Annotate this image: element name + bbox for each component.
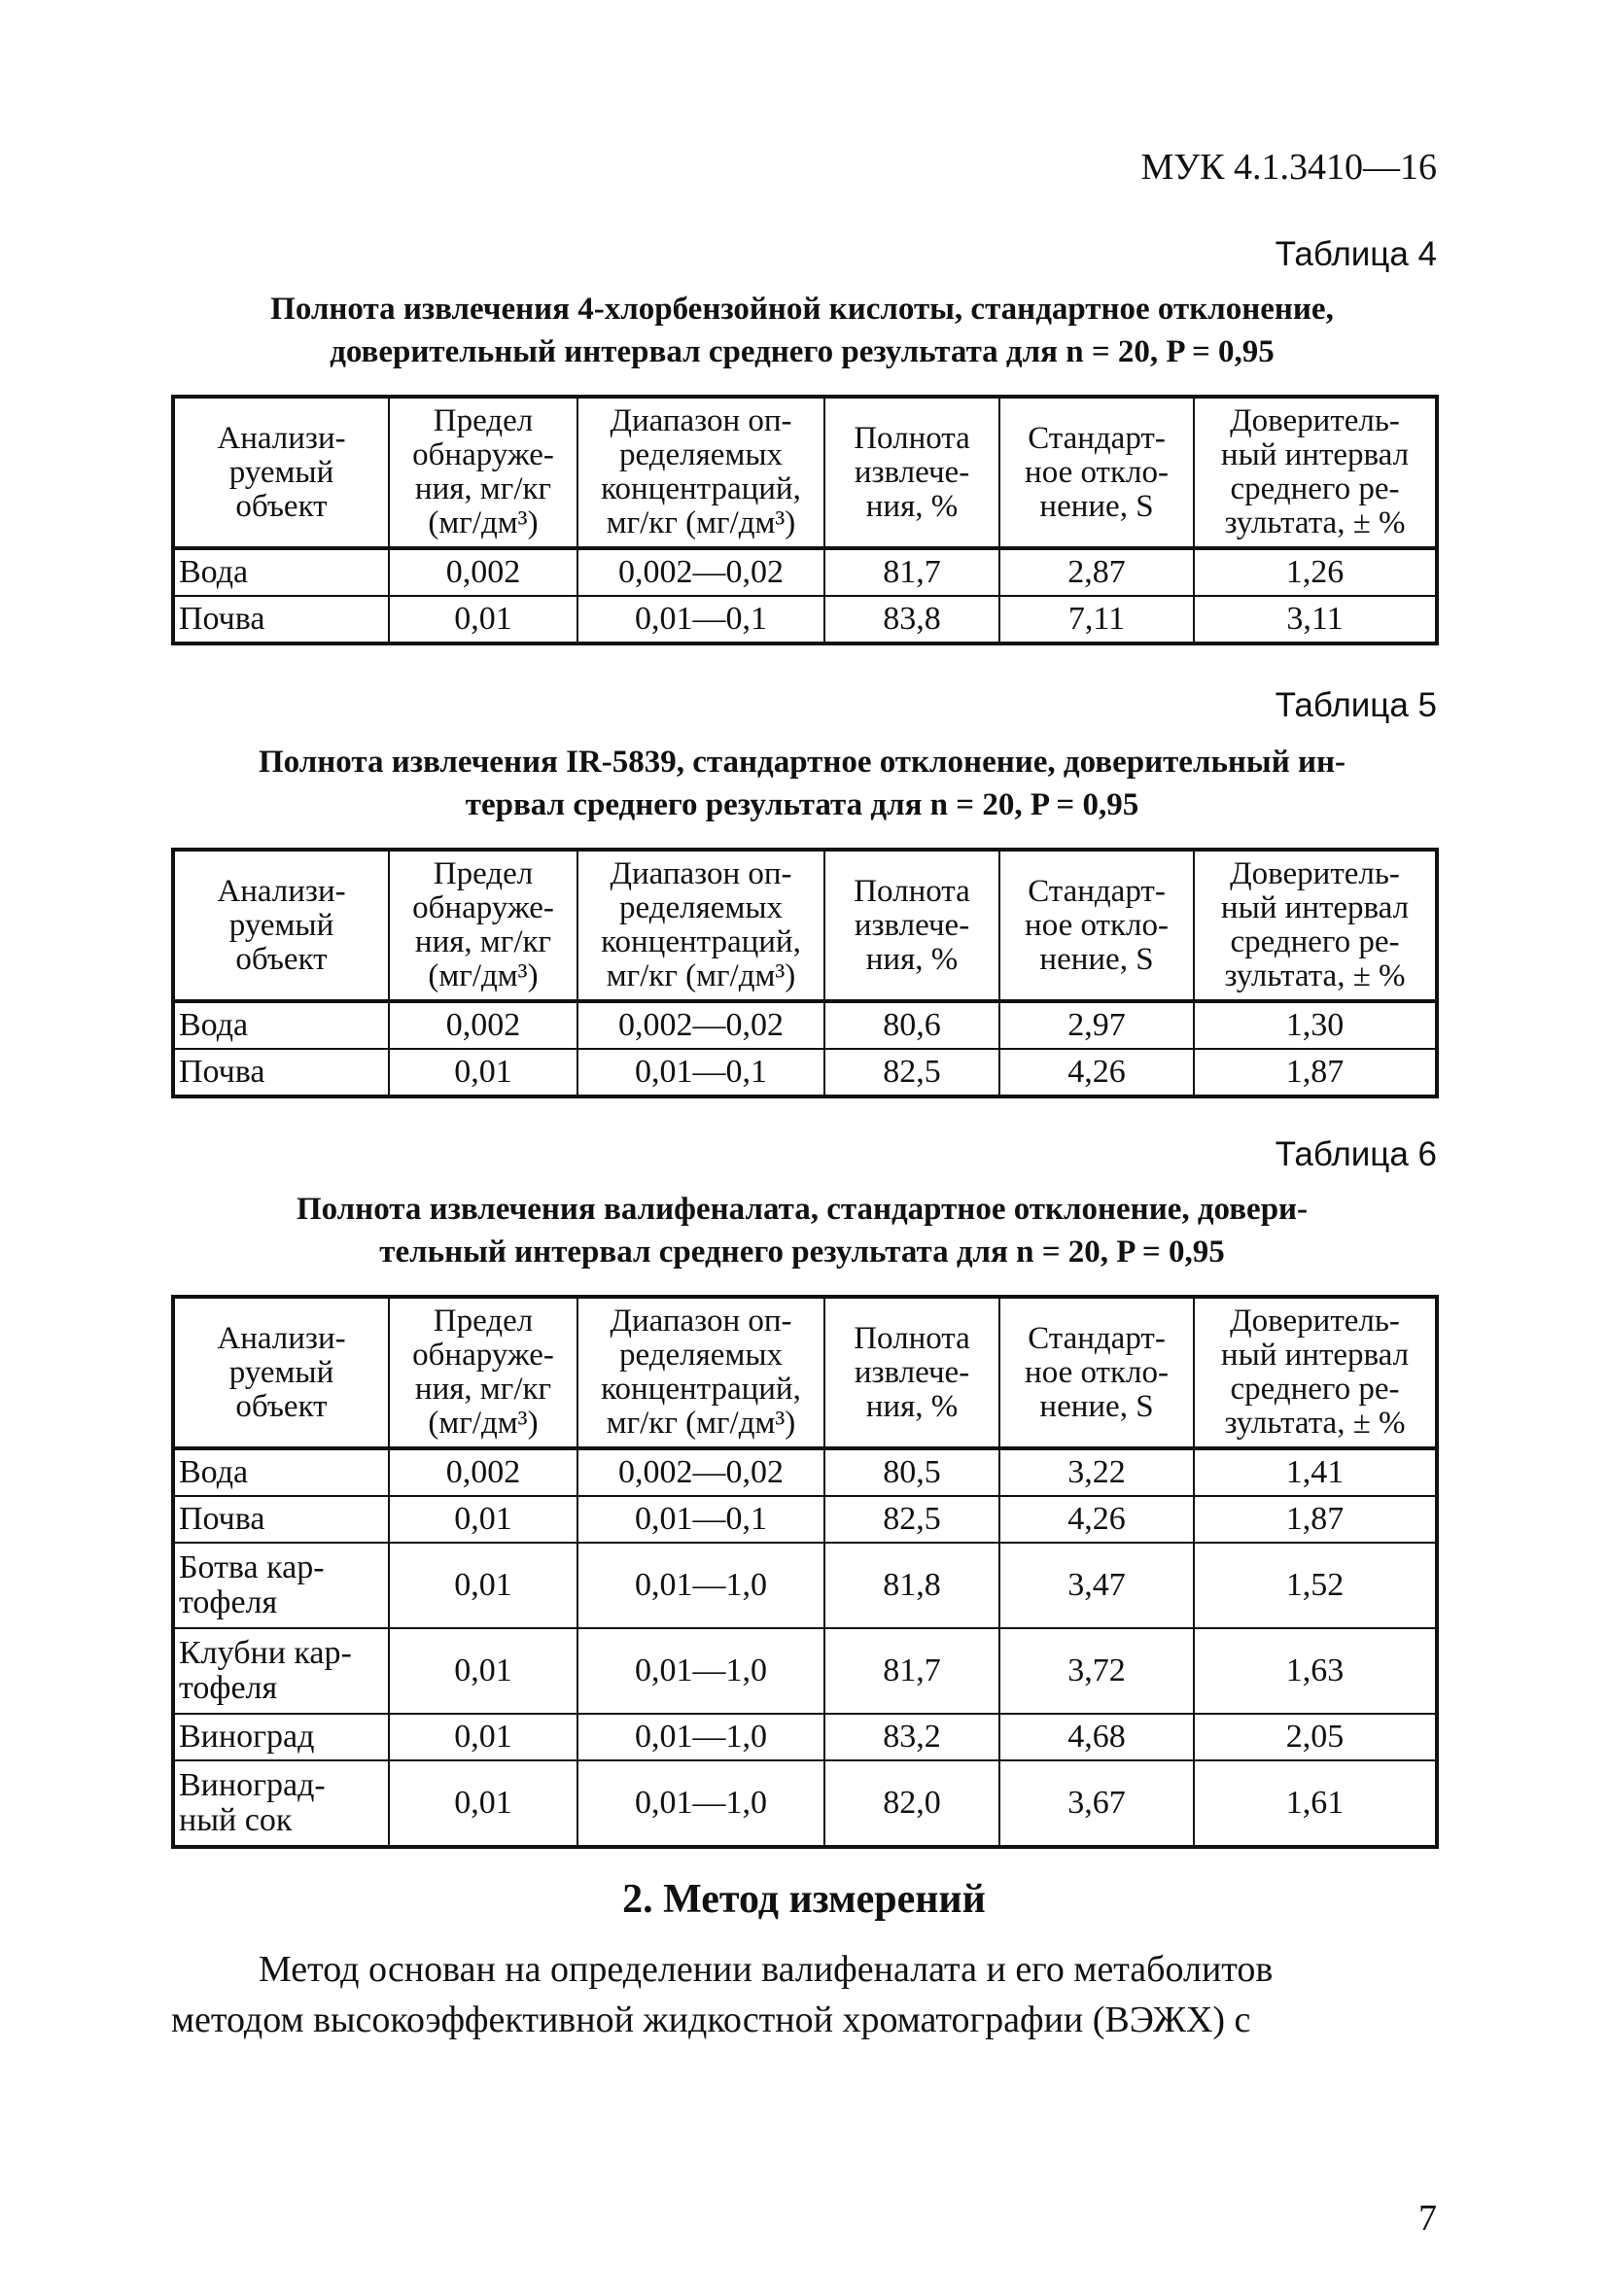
table-header-row	[173, 397, 1437, 548]
cell-limit: 0,01	[389, 1496, 577, 1543]
method-paragraph	[171, 1944, 1435, 2045]
cell-sd: 2,87	[999, 548, 1194, 596]
cell-range: 0,002—0,02	[577, 1001, 824, 1049]
cell-ci: 1,87	[1194, 1496, 1437, 1543]
page-number: 7	[1418, 2198, 1437, 2239]
column-header-line: ное откло-	[1025, 1354, 1169, 1390]
cell-sd: 4,68	[999, 1714, 1194, 1760]
column-header-line: ределяемых	[619, 1338, 783, 1373]
cell-recovery: 83,2	[824, 1714, 999, 1760]
column-header-line: Диапазон оп-	[610, 1304, 792, 1339]
cell-object: Вода	[173, 548, 389, 596]
cell-range: 0,01—1,0	[577, 1543, 824, 1628]
column-header-line: ределяемых	[619, 890, 783, 925]
cell-object: Почва	[173, 1049, 389, 1096]
column-header-line: Полнота	[854, 1320, 970, 1356]
cell-sd: 3,67	[999, 1760, 1194, 1847]
column-header-object	[173, 850, 389, 1001]
cell-ci: 1,52	[1194, 1543, 1437, 1628]
column-header-line: ное откло-	[1025, 454, 1169, 490]
cell-object: Виноград	[173, 1714, 389, 1760]
column-header-line: концентраций,	[601, 1372, 801, 1407]
column-header-line: Предел	[433, 403, 534, 438]
cell-recovery: 83,8	[824, 596, 999, 644]
table-row	[173, 1543, 1437, 1628]
table-4-title-line-1: Полнота извлечения 4-хлорбензойной кислоты, стандартное отклонение,	[270, 292, 1334, 327]
table-5-label: Таблица 5	[1275, 686, 1437, 724]
table-header-row	[173, 850, 1437, 1001]
table-4-title	[165, 288, 1439, 373]
column-header-object	[173, 1297, 389, 1448]
column-header-range	[577, 850, 824, 1001]
column-header-line: объект	[235, 1388, 328, 1424]
cell-range: 0,01—1,0	[577, 1760, 824, 1847]
document-code: МУК 4.1.3410—16	[1140, 147, 1437, 188]
cell-recovery: 81,7	[824, 548, 999, 596]
cell-sd: 7,11	[999, 596, 1194, 644]
column-header-line: руемый	[228, 907, 334, 943]
cell-limit: 0,01	[389, 1049, 577, 1096]
column-header-line: (мг/дм³)	[428, 1406, 539, 1441]
table-4-title-line-2: доверительный интервал среднего результата для n = 20, P = 0,95	[330, 334, 1275, 369]
cell-range: 0,01—0,1	[577, 596, 824, 644]
cell-ci: 1,61	[1194, 1760, 1437, 1847]
table-header-row	[173, 1297, 1437, 1448]
column-header-line: извлече-	[854, 907, 970, 943]
cell-limit: 0,01	[389, 1543, 577, 1628]
column-header-line: ный интервал	[1220, 890, 1410, 925]
cell-ci: 3,11	[1194, 596, 1437, 644]
cell-range: 0,01—0,1	[577, 1496, 824, 1543]
column-header-line: Анализи-	[217, 873, 346, 909]
column-header-limit	[389, 850, 577, 1001]
table-5	[171, 848, 1439, 1098]
column-header-line: Предел	[433, 1304, 534, 1339]
column-header-recovery	[824, 850, 999, 1001]
column-header-line: обнаруже-	[412, 437, 554, 472]
table-6-title-line-1: Полнота извлечения валифеналата, стандартное отклонение, довери-	[296, 1192, 1309, 1227]
cell-ci: 2,05	[1194, 1714, 1437, 1760]
column-header-line: зультата, ± %	[1224, 1406, 1406, 1441]
cell-object: Вода	[173, 1448, 389, 1496]
table-6-title	[165, 1188, 1439, 1273]
column-header-line: ния, %	[865, 488, 959, 524]
cell-recovery: 82,5	[824, 1496, 999, 1543]
cell-object: Вода	[173, 1001, 389, 1049]
cell-limit: 0,002	[389, 548, 577, 596]
table-6-title-line-2: тельный интервал среднего результата для n = 20, P = 0,95	[379, 1235, 1225, 1270]
column-header-line: нение, S	[1039, 941, 1154, 977]
column-header-line: концентраций,	[601, 924, 801, 959]
column-header-line: ный интервал	[1220, 437, 1410, 472]
cell-recovery: 81,8	[824, 1543, 999, 1628]
column-header-line: среднего ре-	[1230, 1372, 1400, 1407]
table-6	[171, 1295, 1439, 1849]
paragraph-line-1: Метод основан на определении валифеналата и его метаболитов	[259, 1949, 1274, 1990]
column-header-recovery	[824, 397, 999, 548]
column-header-line: среднего ре-	[1230, 924, 1400, 959]
column-header-line: ный интервал	[1220, 1338, 1410, 1373]
column-header-limit	[389, 1297, 577, 1448]
column-header-line: зультата, ± %	[1224, 958, 1406, 993]
column-header-line: мг/кг (мг/дм³)	[606, 1406, 796, 1441]
table-row	[173, 1001, 1437, 1049]
cell-sd: 3,72	[999, 1628, 1194, 1714]
column-header-line: Стандарт-	[1028, 420, 1166, 456]
table-4-label: Таблица 4	[1275, 235, 1437, 273]
table-row	[173, 1714, 1437, 1760]
column-header-line: среднего ре-	[1230, 471, 1400, 506]
table-6-label: Таблица 6	[1275, 1135, 1437, 1173]
column-header-ci	[1194, 397, 1437, 548]
column-header-line: извлече-	[854, 454, 970, 490]
column-header-line: ное откло-	[1025, 907, 1169, 943]
column-header-line: Стандарт-	[1028, 1320, 1166, 1356]
column-header-line: Диапазон оп-	[610, 403, 792, 438]
column-header-line: нение, S	[1039, 1388, 1154, 1424]
column-header-line: объект	[235, 941, 328, 977]
cell-ci: 1,87	[1194, 1049, 1437, 1096]
cell-object: Виноград- ный сок	[173, 1760, 389, 1847]
column-header-line: обнаруже-	[412, 1338, 554, 1373]
table-row	[173, 548, 1437, 596]
cell-range: 0,002—0,02	[577, 1448, 824, 1496]
column-header-line: мг/кг (мг/дм³)	[606, 958, 796, 993]
column-header-line: Предел	[433, 856, 534, 891]
column-header-line: зультата, ± %	[1224, 505, 1406, 540]
cell-sd: 2,97	[999, 1001, 1194, 1049]
column-header-line: Стандарт-	[1028, 873, 1166, 909]
column-header-recovery	[824, 1297, 999, 1448]
cell-range: 0,01—1,0	[577, 1628, 824, 1714]
column-header-line: Полнота	[854, 420, 970, 456]
column-header-line: концентраций,	[601, 471, 801, 506]
column-header-line: ределяемых	[619, 437, 783, 472]
column-header-line: нение, S	[1039, 488, 1154, 524]
table-row	[173, 1448, 1437, 1496]
column-header-line: ния, мг/кг	[414, 471, 552, 506]
cell-recovery: 81,7	[824, 1628, 999, 1714]
cell-limit: 0,01	[389, 596, 577, 644]
cell-limit: 0,01	[389, 1628, 577, 1714]
cell-object: Клубни кар- тофеля	[173, 1628, 389, 1714]
cell-recovery: 80,6	[824, 1001, 999, 1049]
column-header-line: объект	[235, 488, 328, 524]
table-row	[173, 596, 1437, 644]
table-5-title	[165, 741, 1439, 826]
column-header-limit	[389, 397, 577, 548]
cell-limit: 0,01	[389, 1714, 577, 1760]
column-header-ci	[1194, 1297, 1437, 1448]
cell-ci: 1,41	[1194, 1448, 1437, 1496]
column-header-line: извлече-	[854, 1354, 970, 1390]
column-header-sd	[999, 1297, 1194, 1448]
paragraph-line-2: методом высокоэффективной жидкостной хроматографии (ВЭЖХ) с	[171, 2000, 1251, 2040]
column-header-line: (мг/дм³)	[428, 958, 539, 993]
table-row	[173, 1628, 1437, 1714]
column-header-line: обнаруже-	[412, 890, 554, 925]
column-header-object	[173, 397, 389, 548]
section-heading: 2. Метод измерений	[622, 1877, 986, 1922]
cell-limit: 0,002	[389, 1448, 577, 1496]
cell-ci: 1,63	[1194, 1628, 1437, 1714]
cell-ci: 1,30	[1194, 1001, 1437, 1049]
column-header-line: ния, %	[865, 941, 959, 977]
cell-sd: 4,26	[999, 1496, 1194, 1543]
column-header-line: Диапазон оп-	[610, 856, 792, 891]
column-header-line: (мг/дм³)	[428, 505, 539, 540]
cell-recovery: 80,5	[824, 1448, 999, 1496]
column-header-sd	[999, 850, 1194, 1001]
table-row	[173, 1049, 1437, 1096]
cell-sd: 4,26	[999, 1049, 1194, 1096]
cell-range: 0,01—0,1	[577, 1049, 824, 1096]
cell-sd: 3,22	[999, 1448, 1194, 1496]
column-header-range	[577, 1297, 824, 1448]
cell-range: 0,01—1,0	[577, 1714, 824, 1760]
cell-recovery: 82,5	[824, 1049, 999, 1096]
cell-range: 0,002—0,02	[577, 548, 824, 596]
column-header-line: Полнота	[854, 873, 970, 909]
cell-sd: 3,47	[999, 1543, 1194, 1628]
cell-object: Ботва кар- тофеля	[173, 1543, 389, 1628]
column-header-line: руемый	[228, 1354, 334, 1390]
table-5-title-line-2: тервал среднего результата для n = 20, P = 0,95	[465, 787, 1139, 822]
column-header-line: мг/кг (мг/дм³)	[606, 505, 796, 540]
column-header-line: Анализи-	[217, 420, 346, 456]
table-4	[171, 395, 1439, 645]
cell-ci: 1,26	[1194, 548, 1437, 596]
cell-object: Почва	[173, 1496, 389, 1543]
column-header-ci	[1194, 850, 1437, 1001]
column-header-line: ния, мг/кг	[414, 1372, 552, 1407]
cell-limit: 0,01	[389, 1760, 577, 1847]
column-header-range	[577, 397, 824, 548]
table-row	[173, 1496, 1437, 1543]
column-header-sd	[999, 397, 1194, 548]
cell-recovery: 82,0	[824, 1760, 999, 1847]
column-header-line: ния, мг/кг	[414, 924, 552, 959]
column-header-line: ния, %	[865, 1388, 959, 1424]
column-header-line: Доверитель-	[1230, 1304, 1400, 1339]
cell-limit: 0,002	[389, 1001, 577, 1049]
column-header-line: Доверитель-	[1230, 403, 1400, 438]
column-header-line: Анализи-	[217, 1320, 346, 1356]
column-header-line: Доверитель-	[1230, 856, 1400, 891]
table-row	[173, 1760, 1437, 1847]
table-5-title-line-1: Полнота извлечения IR-5839, стандартное отклонение, доверительный ин-	[259, 745, 1346, 780]
cell-object: Почва	[173, 596, 389, 644]
column-header-line: руемый	[228, 454, 334, 490]
